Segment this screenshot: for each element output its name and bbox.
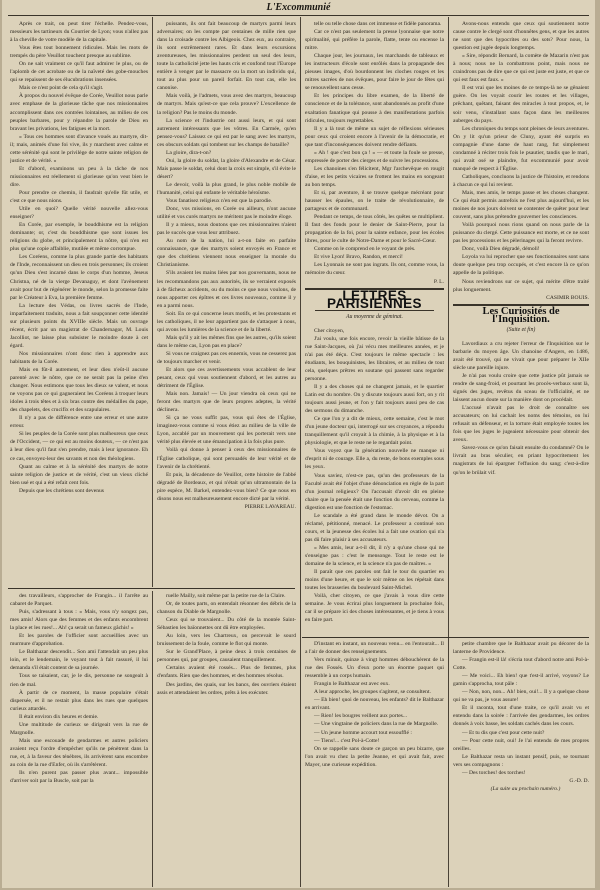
paragraph: Or, de toutes parts, on entendait résonner des débris de la chanson du Diable de Margnolle.: [157, 601, 296, 616]
paragraph: Et les paroles de l'officier sont accueillies avec un murmure d'approbation.: [10, 633, 148, 648]
paragraph: Sur le Grand'Place, à peine deux à trois centaines de personnes qui, par groupes, causaient tranquillement.: [157, 649, 296, 664]
paragraph: Mais qu'il y ait les mêmes fins que les autres, qu'ils soient dans le même cas, Lyon pas en place?: [157, 334, 296, 349]
paragraph: Le devoir, voilà la plus grand, le plus noble mobile de l'humanité, celui qui enfante le véritable héroïsme.: [157, 181, 296, 196]
paragraph: Mais ce n'est point de cela qu'il s'agit.: [19, 85, 104, 92]
paragraph: Le Balthazar descendit... Son ami l'attendait un peu plus loin, et le lendemain, le voyant tout à fait rassuré, il lui demanda s'il était content de sa journée.: [10, 649, 148, 672]
paragraph: Et il raconta, tout d'une traite, ce qu'il avait vu et entendu dans la soirée : l'arrivée des gendarmes, les ordres donnés à voix basse, les soldats cachés dans les cours.: [453, 705, 589, 728]
column-divider: [300, 17, 301, 887]
paragraph: Il y a mieux, nous doutons que ces missionnaires n'aient pas le succès que vous leur attribuez.: [157, 222, 296, 237]
paragraph: Catholiques, concluons la justice de l'histoire, et rendons à chacun ce qui lui revient.: [453, 173, 589, 188]
paragraph: Nos missionnaires n'ont donc rien à apprendre aux habitants de la Corée.: [10, 350, 148, 365]
paragraph: Il y a des choses qui ne changent jamais, et le quartier Latin est du nombre. On y discute toujours aussi fort, on y rit toujours aussi jeune, et l'on y fait toujours aussi peu de cas des sermons du dimanche.: [305, 384, 444, 415]
paragraph: Ce que l'on y a dit de mieux, cette semaine, c'est le mot d'un jeune docteur qui, interrogé sur ses croyances, a répondu tranquillement qu'il croyait à la chimie, à la physique et à la physiologie, et que le reste ne le regardait point.: [305, 416, 444, 447]
paragraph: D'instant en instant, un nouveau venu... en l'entourait... Il a l'air de donner des renseignements.: [305, 641, 444, 656]
paragraph: « Tous ces hommes sont d'avance voués au martyre, dit-il; mais, animés d'une foi vive, ils y marchent avec calme et cette sérénité qui sont le privilège de notre sainte religion de justice et de vérité. »: [10, 133, 148, 164]
paragraph: Donc, vos missions, en Corée ou ailleurs, n'ont aucune utilité et vos curés martyrs ne méritent pas le moindre éloge.: [157, 206, 296, 221]
paragraph: — Une vingtaine de policiers dans la rue de Margnolle.: [314, 721, 439, 728]
paragraph: Ils n'en purent pas passer plus avant... impossible d'arriver soit par la Buscle, soit par la: [10, 770, 148, 785]
paragraph: Nous reviendrons sur ce sujet, qui mérite d'être traité plus longuement.: [453, 278, 589, 293]
paragraph: Mais, mes amis, le temps passe et les choses changent. Ce qui était permis autrefois ne l'est plus aujourd'hui, et les moines de nos jours doivent se contenter de quêter pour leur couvent, sans plus prétendre gouverner les consciences.: [453, 189, 589, 221]
paragraph: Comme on le comprend en le voyant de près.: [314, 246, 416, 253]
paragraph: Après ce trait, on peut tirer l'échelle. Pendez-vous, messieurs les tartineurs du Courrier de Lyon; vous n'allez pas à la cheville de votre modèle de la capitale.: [10, 21, 148, 44]
paragraph: Certains avaient été rossés... Plus de femmes, plus d'enfants. Rien que des hommes, et des hommes résolus.: [157, 665, 296, 680]
paragraph: Si vous ne craignez pas ces ennemis, vous ne cesserez pas de toujours marcher et venir.: [157, 350, 296, 365]
curiosites-subtitle: (Suite et fin): [506, 326, 536, 333]
paragraph: Le Balthazar resta un instant pensif, puis, se tournant vers ses compagnons :: [453, 753, 589, 768]
paragraph: Puis, s'adressant à tous : « Mais, vous n'y songez pas, mes amis! Alors que des femmes et des enfants encombrent la place et les rues!... Ah! ça serait un fameux gâchis! »: [10, 609, 148, 632]
salutation: Cher citoyen,: [314, 327, 345, 334]
paragraph: Car ce n'est pas seulement la presse lyonnaise que notre spiritualité, qui préfère la parole, flatte, tente ou encense la mitre.: [305, 29, 444, 52]
paragraph: Oui, la gloire du soldat, la gloire d'Alexandre et de César. Mais passe le soldat, celui dont la croix est simple, s'il évite le désert?: [157, 157, 296, 180]
paragraph: Vous saviez, n'est-ce pas, qu'un des professeurs de la Faculté avait été l'objet d'une dénonciation en règle de la part d'un journal religieux? On l'accusait d'avoir dit en pleine chaire que la pensée était une fonction du cerveau, comme la digestion est une fonction de l'estomac.: [305, 472, 444, 511]
curiosites-heading: Les Curiosités de l'Inquisition.: [482, 305, 560, 325]
newspaper-page: [2, 0, 595, 888]
masthead: L'Excommunié: [266, 2, 331, 13]
paragraph: — Pour cette nuit, oui! Je l'ai entendu de mes propres oreilles.: [453, 737, 589, 752]
paragraph: Une multitude de curieux se dirigeait vers la rue de Margnolle.: [10, 721, 148, 736]
paragraph: Des jardins, des quais, sur les bancs, des ouvriers étaient assis et attendaient les ordres, prêts à les exécuter.: [157, 681, 296, 696]
feuilleton-column-1: [10, 592, 148, 884]
paragraph: — Non, non, non... Ah! bien, oui!... Il y a quelque chose qui ne va pas, je vous assure!: [453, 689, 589, 704]
column-1: [10, 20, 148, 584]
paragraph: Savez-vous ce qu'on faisait ensuite du condamné? On le livrait au bras séculier, en priant hypocritement les magistrats de lui épargner l'effusion du sang; c'est-à-dire qu'on le brûlait vif.: [453, 445, 589, 476]
paragraph: Et vive Lyon! Bravo, Randon, et merci!: [314, 254, 403, 261]
paragraph: Les Coréens, comme la plus grande partie des habitants de l'Inde, reconnaissent un dieu en trois personnes; ils croient qu'un Dieu s'est incarné dans le corps d'un homme, Jeseus Christna, né de la vierge Devanaguy, et dont l'avènement avait pour but de régénérer le monde, selon la promesse faite par le Créateur à Eva, la première femme.: [10, 254, 148, 301]
paragraph: Vous fanatisez religieux n'en est que la parodie.: [166, 198, 273, 205]
column-divider: [152, 591, 153, 887]
paragraph: — Eh bien! quoi de nouveau, les enfants? dit le Balthazar en arrivant.: [305, 697, 444, 712]
feuilleton-column-2: [157, 592, 296, 884]
paragraph: Et puis, la décadence de Veuillot, cette histoire de l'abbé dégradé de Bordeaux, et qui n'était qu'un ultramontain de la pire espèce, M. Barkel, entendez-vous bien? Ce que nous en disons nous est malheureusement encore dicté par la vérité.: [157, 471, 296, 502]
paragraph: — Des torches! des torches!: [462, 769, 526, 776]
paragraph: Ceux qui se trouvaient... Du côté de la montée Saint-Sébastien les baïonnettes ont dû être employées.: [157, 617, 296, 632]
paragraph: La lecture des Védas, ou livres sacrés de l'Inde, imparfaitement traduits, nous a fait soupçonner cette identité sur plusieurs points du XVIIIe siècle. Mais un ouvrage récent, écrit par un magistrat de Chandernagor, M. Louis Jacolliot, ne laisse plus subsister le moindre doute à cet égard.: [10, 302, 148, 349]
paragraph: Quant au calme et à la sérénité des martyrs de notre sainte religion de justice et de vérité, c'est un vieux cliché bien usé et qui a été refait cent fois.: [10, 463, 148, 486]
paragraph: Depuis que les chrétiens sont devenus: [19, 487, 104, 494]
paragraph: Vous voyez que la génération nouvelle ne manque ni d'esprit ni de courage. Elle a, du reste, de bons exemples sous les yeux.: [305, 448, 444, 471]
paragraph: Chaque jour, les journaux, les marchands de tableaux et les instructeurs d'école sont enrôlés dans la propagande des pieuses images, d'où bourdonnent les cloches rouges et les mitres sacrées de nos évêques, pour faire le jour de fêtes qui se renouvellent sans cesse.: [305, 53, 444, 92]
to-be-continued: (La suite au prochain numéro.): [490, 785, 561, 792]
feuilleton-rule-right: [302, 637, 589, 638]
masthead-rule: [8, 15, 589, 16]
paragraph: À propos du nouvel évêque de Corée, Veuillot nous parle avec emphase de la glorieuse tâche que nos missionnaires accomplissent dans ces contrées lointaines, au milieu de ces peuples barbares, pour y répandre la parole de Dieu en bravant les privations, les fatigues et la mort.: [10, 93, 148, 132]
paragraph: Il paraît que ces paroles ont fait le tour du quartier en moins d'une heure, et que le soir même on les répétait dans toutes les brasseries du boulevard Saint-Michel.: [305, 569, 444, 592]
paragraph: On se rappelle sans doute ce garçon un peu bizarre, que l'on avait vu chez la petite Jeanne, et qui avait fait, avec Mayer, une curieuse expédition.: [305, 745, 444, 768]
paragraph: Il n'y a pas de différence entre une erreur et une autre erreur.: [10, 415, 148, 430]
paragraph: — Frangin est-il là! s'écria tout d'abord notre ami Pol-à-Cotte.: [453, 657, 589, 672]
paragraph: L'accusé n'avait pas le droit de connaître ses accusateurs; on lui cachait les noms des témoins, on lui refusait un défenseur, et la torture était employée toutes les fois que les juges le jugeaient nécessaire pour obtenir des aveux.: [453, 405, 589, 444]
paragraph: petite chambre que le Balthazar avait pu décorer de la lanterne de Providence.: [453, 641, 589, 656]
paragraph: Mais une escouade de gendarmes et autres policiers avaient reçu l'ordre d'empêcher qu'ils ne pénètrent dans la rue, et, à la faveur des ténèbres, ils arrivèrent sans encombre au coin de la rue d'Enfer, où ils s'arrêtèrent.: [10, 737, 148, 768]
paragraph: Mais non. Jamais! — Un jour viendra où ceux qui ne feront des martyrs que de leurs propres adeptes, la vérité déclinera.: [157, 391, 296, 414]
paragraph: — Un jeune homme accourt tout essoufflé :: [314, 729, 412, 736]
paragraph: Et les principes du libre examen, de la liberté de conscience et de la tolérance, sont abandonnés au profit d'une exaltation fanatique qui pousse à des manifestations parfois ridicules, toujours regrettables.: [305, 93, 444, 124]
paragraph: Si ça ne vous suffit pas, vous qui êtes de l'Église, imaginez-vous comme si vous étiez au milieu de la ville de Lyon, accablé par un mouvement qui les porterait vers une vérité plus élevée et une émancipation à la fois plus pure.: [157, 415, 296, 446]
feuilleton-rule: [8, 588, 295, 589]
paragraph: Mais en fût-il autrement, et leur dieu n'eût-il aucune parenté avec le nôtre, que ce ne serait pas la peine d'en changer. Nous estimons que tous les dieux se valent, et nous ne voyons pas ce qui gagneraient les Coréens à troquer leurs idoles à trois têtes et à six bras contre des médailles du pape, des chapelets, des crucifix et des scapulaires.: [10, 367, 148, 414]
paragraph: — Me voici... Eh bien! que t'est-il arrivé, voyons? Le gamin s'approcha, tout pâle :: [453, 673, 589, 688]
author-signature: G.-D. D.: [569, 777, 589, 784]
paragraph: À partir de ce moment, la masse populaire s'était dispersée, et il ne restait plus dans les rues que quelques curieux attardés.: [10, 689, 148, 712]
paragraph: A leur approche, les groupes s'agitent, se consultent.: [314, 689, 431, 696]
column-divider: [152, 17, 153, 587]
paragraph: Vous êtes tout bonnement ridicules. Mais les mots de trempés du père Veuillot touchent presque au sublime.: [10, 45, 148, 60]
paragraph: Soit. En ce qui concerne leurs motifs, et les protestants et les catholiques, il ne leur appartient pas de s'attaquer à nous, qui avons les lumières de la science et de la liberté.: [157, 310, 296, 333]
paragraph: telle ou telle chose dans cet immense et fidèle panorama.: [314, 21, 442, 27]
author-signature: CASIMIR BOUIS.: [546, 294, 589, 301]
paragraph: « Sire, répondit Bernard, la comète de Mazarin n'est pas à nous; nous ne la combattrons point, mais nous ne craindrons pas de dire que ce qui est juste est juste, et que ce qui est faux est faux. »: [453, 53, 589, 84]
paragraph: Et d'abord, examinons un peu à la tâche de nos missionnaires est réellement si glorieuse qu'on veut bien le dire.: [10, 165, 148, 188]
paragraph: Voilà pourquoi nous rions quand on nous parle de la puissance du clergé. Cette puissance est morte, et ce ne sont pas les processions et les pèlerinages qui la feront revivre.: [453, 222, 589, 245]
paragraph: Le scandale a été grand dans le monde dévot. On a réclamé, pétitionné, menacé. Le professeur a continué son cours, et la jeunesse des écoles lui a fait une ovation qui n'a pas dû faire plaisir à ses accusateurs.: [305, 512, 444, 543]
paragraph: Et alors que ces avertissements vous accablent de leur pesant, ceux qui vous soutiennent d'abord, et les autres au détriment de l'Église.: [157, 367, 296, 390]
paragraph: La science et l'industrie ont aussi leurs, et qui sont autrement intéressants que les vôtres. En Carmée, qu'en pensez-vous? Laissez ce qui est par le sang avec les martyrs, ces obscurs soldats qui tombent sur les champs de bataille?: [157, 117, 296, 148]
lettres-subtitle: Au moyenne de géminat.: [346, 313, 403, 320]
paragraph: Et si, par aventure, il se trouve quelque mécréant pour hausser les épaules, on le traite de révolutionnaire, de partageux et de communard.: [305, 189, 444, 213]
paragraph: Voilà qui donne à penser à ceux des missionnaires de l'Église catholique, qui sont persuadés de leur vérité et de l'avenir de la chrétienté.: [157, 447, 296, 470]
paragraph: Lavordiaux a cru rejeter l'erreur de l'Inquisition sur le barbarie du moyen âge. Un chanoine d'Angers, en 1486, avait été trouvé, qui ne vivait que pour préparer le XIIe siècle une pareille injure.: [453, 340, 589, 371]
paragraph: Pendant ce temps, de tous côtés, les quêtes se multiplient. Il faut des fonds pour le denier de Saint-Pierre, pour la propagation de la foi, pour la sainte enfance, pour les écoles libres, pour le culte de Notre-Dame et pour le Sacré-Cœur.: [305, 214, 444, 245]
paragraph: — Tiens!... c'est Pol-à-Cotte!: [314, 737, 380, 744]
paragraph: S'ils avaient les mains liées par nos gouvernants, nous ne les recommandons pas aux autorités, ils se verraient exposés à de fâcheux accidents, ou du moins ce que nous voulons, de nous apporter ces épîtres et ces livres nouveaux, comme il y en a parmi nous.: [157, 270, 296, 309]
author-signature: P. L.: [433, 278, 444, 285]
paragraph: Les chanoines s'en félicitent, Mgr l'archevêque en rougit d'aise, et les petits vicaires se frottent les mains en songeant au bon temps.: [305, 165, 444, 188]
paragraph: Loyola va lui reprocher que ses fonctionnaires sont sans doute quelque peu trop occupés, et c'est encore là ce qu'on appelle de la politique.: [453, 254, 589, 277]
paragraph: « Mes amis, leur a-t-il dit, il n'y a qu'une chose qui ne s'enseigne pas : c'est le mensonge. Tout le reste est le domaine de la science, et la science n'a pas de maîtres. »: [305, 544, 444, 568]
lettres-parisiennes-heading: LETTRES PARISIENNES: [327, 287, 422, 311]
paragraph: — Et tu dis que c'est pour cette nuit?: [462, 729, 545, 736]
paragraph: Pour prendre ce chemin, il faudrait qu'elle fût utile, et c'est ce que nous nions.: [10, 189, 148, 205]
paragraph: Il est vrai que les moines de ce temps-là ne se gênaient guère. On les voyait courir les routes et les villages, prêchant, quêtant, faisant des miracles à tout propos, et, le soir venu, s'installant sans façon dans les meilleures auberges du pays.: [453, 85, 589, 124]
paragraph: — Rien! les bougres veillent aux portes...: [314, 713, 408, 720]
paragraph: Au nom de la nation, lui a-t-on faite en parfaite connaissance, que des martyrs soient envoyés en France et que des chrétiens viennent nous enseigner la morale du Christianisme.: [157, 238, 296, 269]
column-2: [157, 20, 296, 584]
paragraph: Tous se taisaient, car, je le dis, personne ne songeait à rien de mal.: [10, 673, 148, 688]
paragraph: Frangin le Balthazar est avec eux.: [314, 681, 390, 688]
paragraph: La gloire, dira-t-on?: [166, 149, 212, 156]
paragraph: Vers minuit, quinze à vingt hommes débouchèrent de la rue des Fossés. Un d'eux porte un énorme paquet qui ressemble à un corps humain.: [305, 657, 444, 680]
column-divider: [448, 17, 449, 887]
paragraph: En Corée, par exemple, le bouddhisme est la religion dominante; or, c'est du bouddhisme que sont issues les religions du globe, et principalement la nôtre, qui n'en est plus qu'une copie affaiblie, mutilée et même corrompue.: [10, 222, 148, 253]
paragraph: Il était environ dix heures et demie.: [19, 713, 99, 720]
paragraph: J'ai voulu, une fois encore, revoir la vieille bâtisse de la rue Saint-Jacques, où j'ai vécu mes meilleures années, et je n'ai pas été déçu. C'est toujours le même spectacle : les étudiants, les bouquinistes, les libraires, et au milieu de tout cela, quelques prêtres en soutane qui passent sans regarder personne.: [305, 335, 444, 382]
paragraph: Il y a là tout de même un sujet de réflexions sérieuses pour ceux qui croient encore à l'avenir de la démocratie, et que tant d'inconséquences doivent rendre défiants.: [305, 125, 444, 148]
paragraph: Utile en quoi? Quelle vérité nouvelle allez-vous enseigner?: [10, 206, 148, 221]
paragraph: puissants, ils ont fait beaucoup de martyrs parmi leurs adversaires; on les compte par centaines de mille rien que dans la croisade contre les Albigeois. Chez eux, au contraire, ils sont extrêmement rares. Et dans leurs excursions aventureuses, les missionnaires perdent un seul des leurs, toute la catholicité jette les hauts cris et confond tout l'Europe entière à venger par le massacre ou la mort un individu qui, tout au plus pour un pareil forfait. En tout cas, elle les canonise.: [157, 21, 296, 92]
paragraph: Je n'ai pas voulu croire que cette justice pût jamais se rendre de sang-froid, et pourtant les procès-verbaux sont là, signés des juges, revêtus du sceau de l'officialité, et ne laissent aucun doute sur la manière dont on procédait.: [453, 372, 589, 404]
paragraph: Voilà, cher citoyen, ce que j'avais à vous dire cette semaine. Je vous écrirai plus longuement la prochaine fois, car il se prépare ici des choses intéressantes, et je tiens à vous en faire part.: [305, 593, 444, 624]
feuilleton-column-4: [453, 640, 589, 886]
feuilleton-column-3: [305, 640, 444, 886]
paragraph: ruelle Mailly, soit même par la petite rue de la Claire.: [166, 593, 286, 599]
paragraph: « Ah ! que c'est bon ça ! » — et toute la foule se presse, empressée de porter des cierges et de suivre les processions.: [305, 149, 444, 164]
paragraph: Au loin, vers les Chartreux, on percevait le sourd bruissement de la foule, comme le flot qui monte.: [157, 633, 296, 648]
paragraph: des travailleurs, s'approcher de Frangin... il l'arrête au cabaret de Parquet.: [10, 593, 148, 608]
paragraph: On ne sait vraiment ce qu'il faut admirer le plus, ou de l'aplomb de cet acrobate ou de la naïveté des gobe-mouches qui se repaissent de ses élucubrations insensées.: [10, 61, 148, 84]
paragraph: Si les peuples de la Corée sont plus malheureux que ceux de l'Occident, — ce qui est au moins douteux, — ce n'est pas à leur dieu qu'il faut s'en prendre, mais à leur ignorance. Eh ce cas, envoyez-leur des savants et non des théologiens.: [10, 431, 148, 462]
paragraph: Mais voilà, je l'admets, vous avez des martyrs, beaucoup de martyrs. Mais qu'est-ce que cela prouve? L'excellence de la religion? Pas le moins du monde.: [157, 93, 296, 116]
paragraph: Les chroniques du temps sont pleines de leurs aventures. On y lit qu'un prieur de Cluny, ayant été surpris en compagnie d'une dame de haut rang, fut simplement condamné à réciter trois fois le psautier, tandis que le mari, qui avait osé se plaindre, fut excommunié pour avoir manqué de respect à l'Église.: [453, 125, 589, 172]
paragraph: Avons-nous entendu que ceux qui soutiennent notre cause contre le clergé sont d'honnêtes gens, et que les autres ne sont que des hypocrites ou des sots? Pour nous, la question est jugée depuis longtemps.: [453, 21, 589, 52]
paragraph: Donc, voilà Dieu dégradé, démoli!: [462, 246, 540, 253]
paragraph: Les Lyonnais ne sont pas ingrats. Ils ont, comme vous, la mémoire du cœur.: [305, 262, 444, 277]
author-signature: PIERRE LAVAREAU.: [244, 503, 296, 510]
